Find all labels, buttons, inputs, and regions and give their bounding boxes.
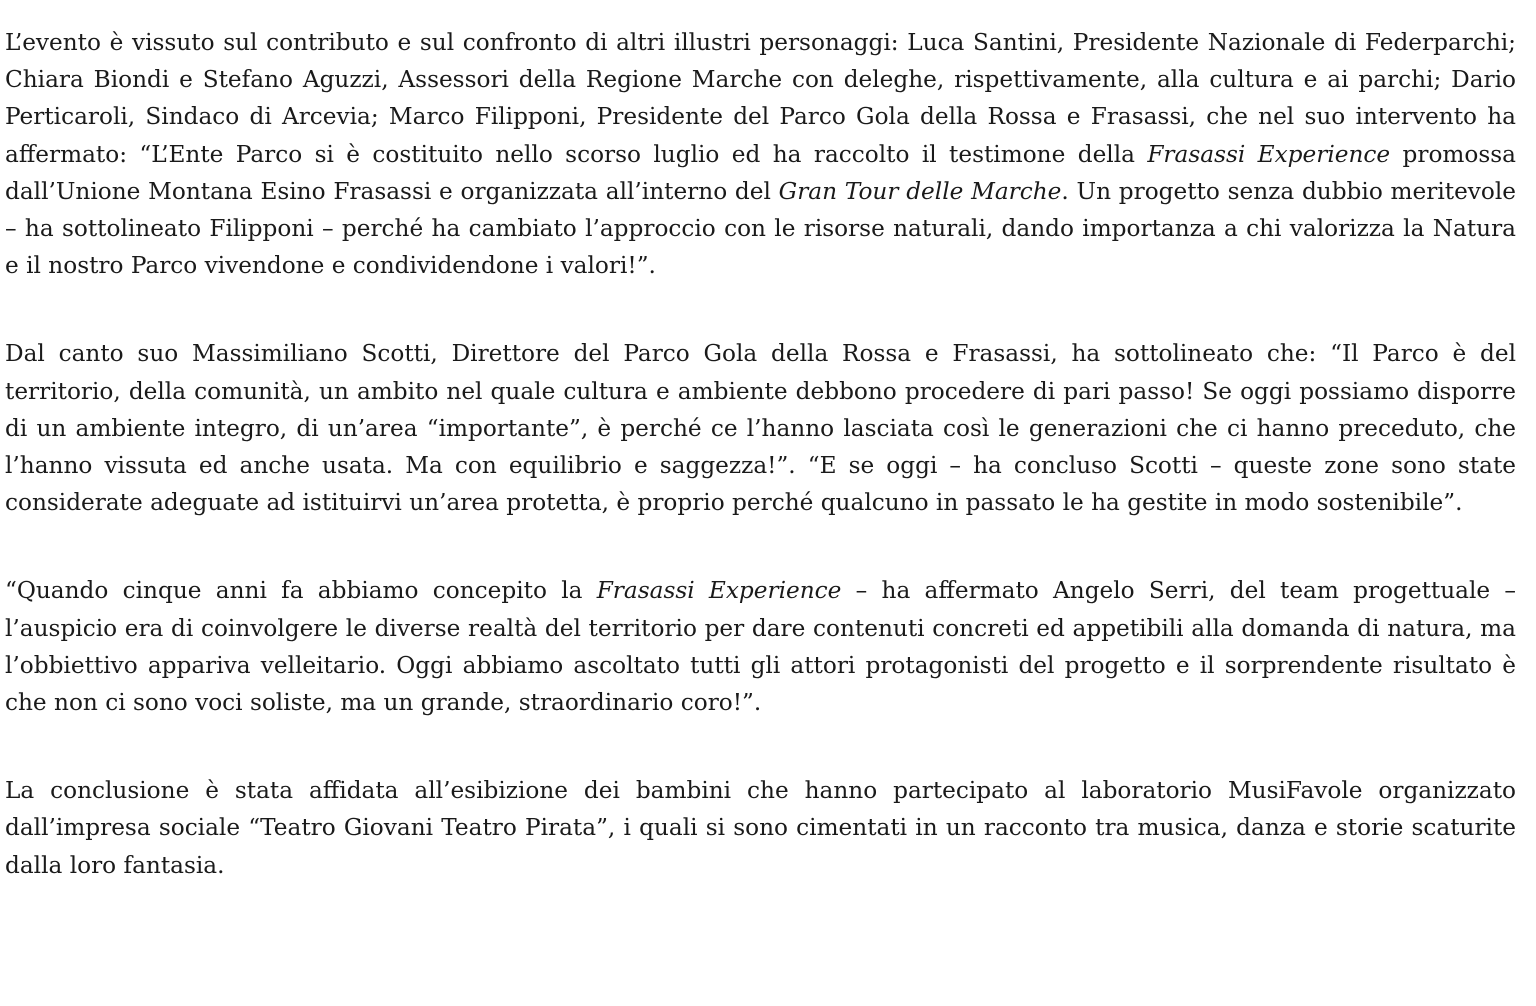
paragraph-text: promossa dall’Unione Montana Esino Frasassi e organizzata all’interno del — [5, 140, 1516, 205]
article-body — [5, 24, 1516, 884]
paragraph-text: La conclusione è stata affidata all’esibizione dei bambini che hanno partecipato al laboratorio MusiFavole organizzato dall’impresa sociale “Teatro Giovani Teatro Pirata”, i quali si sono cimentati in un racconto tra musica, danza e storie scaturite dalla loro fantasia. — [5, 777, 1516, 879]
paragraph-conclusion — [5, 772, 1516, 884]
paragraph-scotti-quote — [5, 335, 1516, 521]
italic-title-frasassi-experience: Frasassi Experience — [596, 577, 842, 605]
paragraph-text: . Un progetto senza dubbio meritevole – ha sottolineato Filipponi – perché ha cambiato l’approccio con le risorse naturali, dando importanza a chi valorizza la Natura e il nostro Parco vivendone e condividendone i valori!”. — [5, 177, 1516, 280]
paragraph-text: – ha affermato Angelo Serri, del team progettuale – l’auspicio era di coinvolgere le diverse realtà del territorio per dare contenuti concreti ed appetibili alla domanda di natura, ma l’obbiettivo appariva velleitario. Oggi abbiamo ascoltato tutti gli attori protagonisti del progetto e il sorprendente risultato è che non ci sono voci soliste, ma un grande, straordinario coro!”. — [5, 577, 1516, 717]
italic-title-frasassi-experience: Frasassi Experience — [1147, 140, 1391, 168]
paragraph-text: Dal canto suo Massimiliano Scotti, Direttore del Parco Gola della Rossa e Frasassi, ha sottolineato che: “Il Parco è del territorio, della comunità, un ambito nel quale cultura e ambiente debbono procedere di pari passo! Se oggi possiamo disporre di un ambiente integro, di un’area “importante”, è perché ce l’hanno lasciata così le generazioni che ci hanno preceduto, che l’hanno vissuta ed anche usata. Ma con equilibrio e saggezza!”. “E se oggi – ha concluso Scotti – queste zone sono state considerate adeguate ad istituirvi un’area protetta, è proprio perché qualcuno in passato le ha gestite in modo sostenibile”. — [5, 340, 1516, 517]
paragraph-text: “Quando cinque anni fa abbiamo concepito la — [5, 577, 597, 605]
paragraph-text: L’evento è vissuto sul contributo e sul confronto di altri illustri personaggi: Luca Santini, Presidente Nazionale di Federparchi; Chiara Biondi e Stefano Aguzzi, Assessori della Regione Marche con deleghe, rispettivamente, alla cultura e ai parchi; Dario Perticaroli, Sindaco di Arcevia; Marco Filipponi, Presidente del Parco Gola della Rossa e Frasassi, che nel suo intervento ha affermato: “L’Ente Parco si è costituito nello scorso luglio ed ha raccolto il testimone della — [5, 29, 1516, 168]
paragraph-event-contributors — [5, 24, 1516, 284]
italic-title-gran-tour: Gran Tour delle Marche — [778, 177, 1062, 205]
paragraph-serri-quote — [5, 572, 1516, 721]
